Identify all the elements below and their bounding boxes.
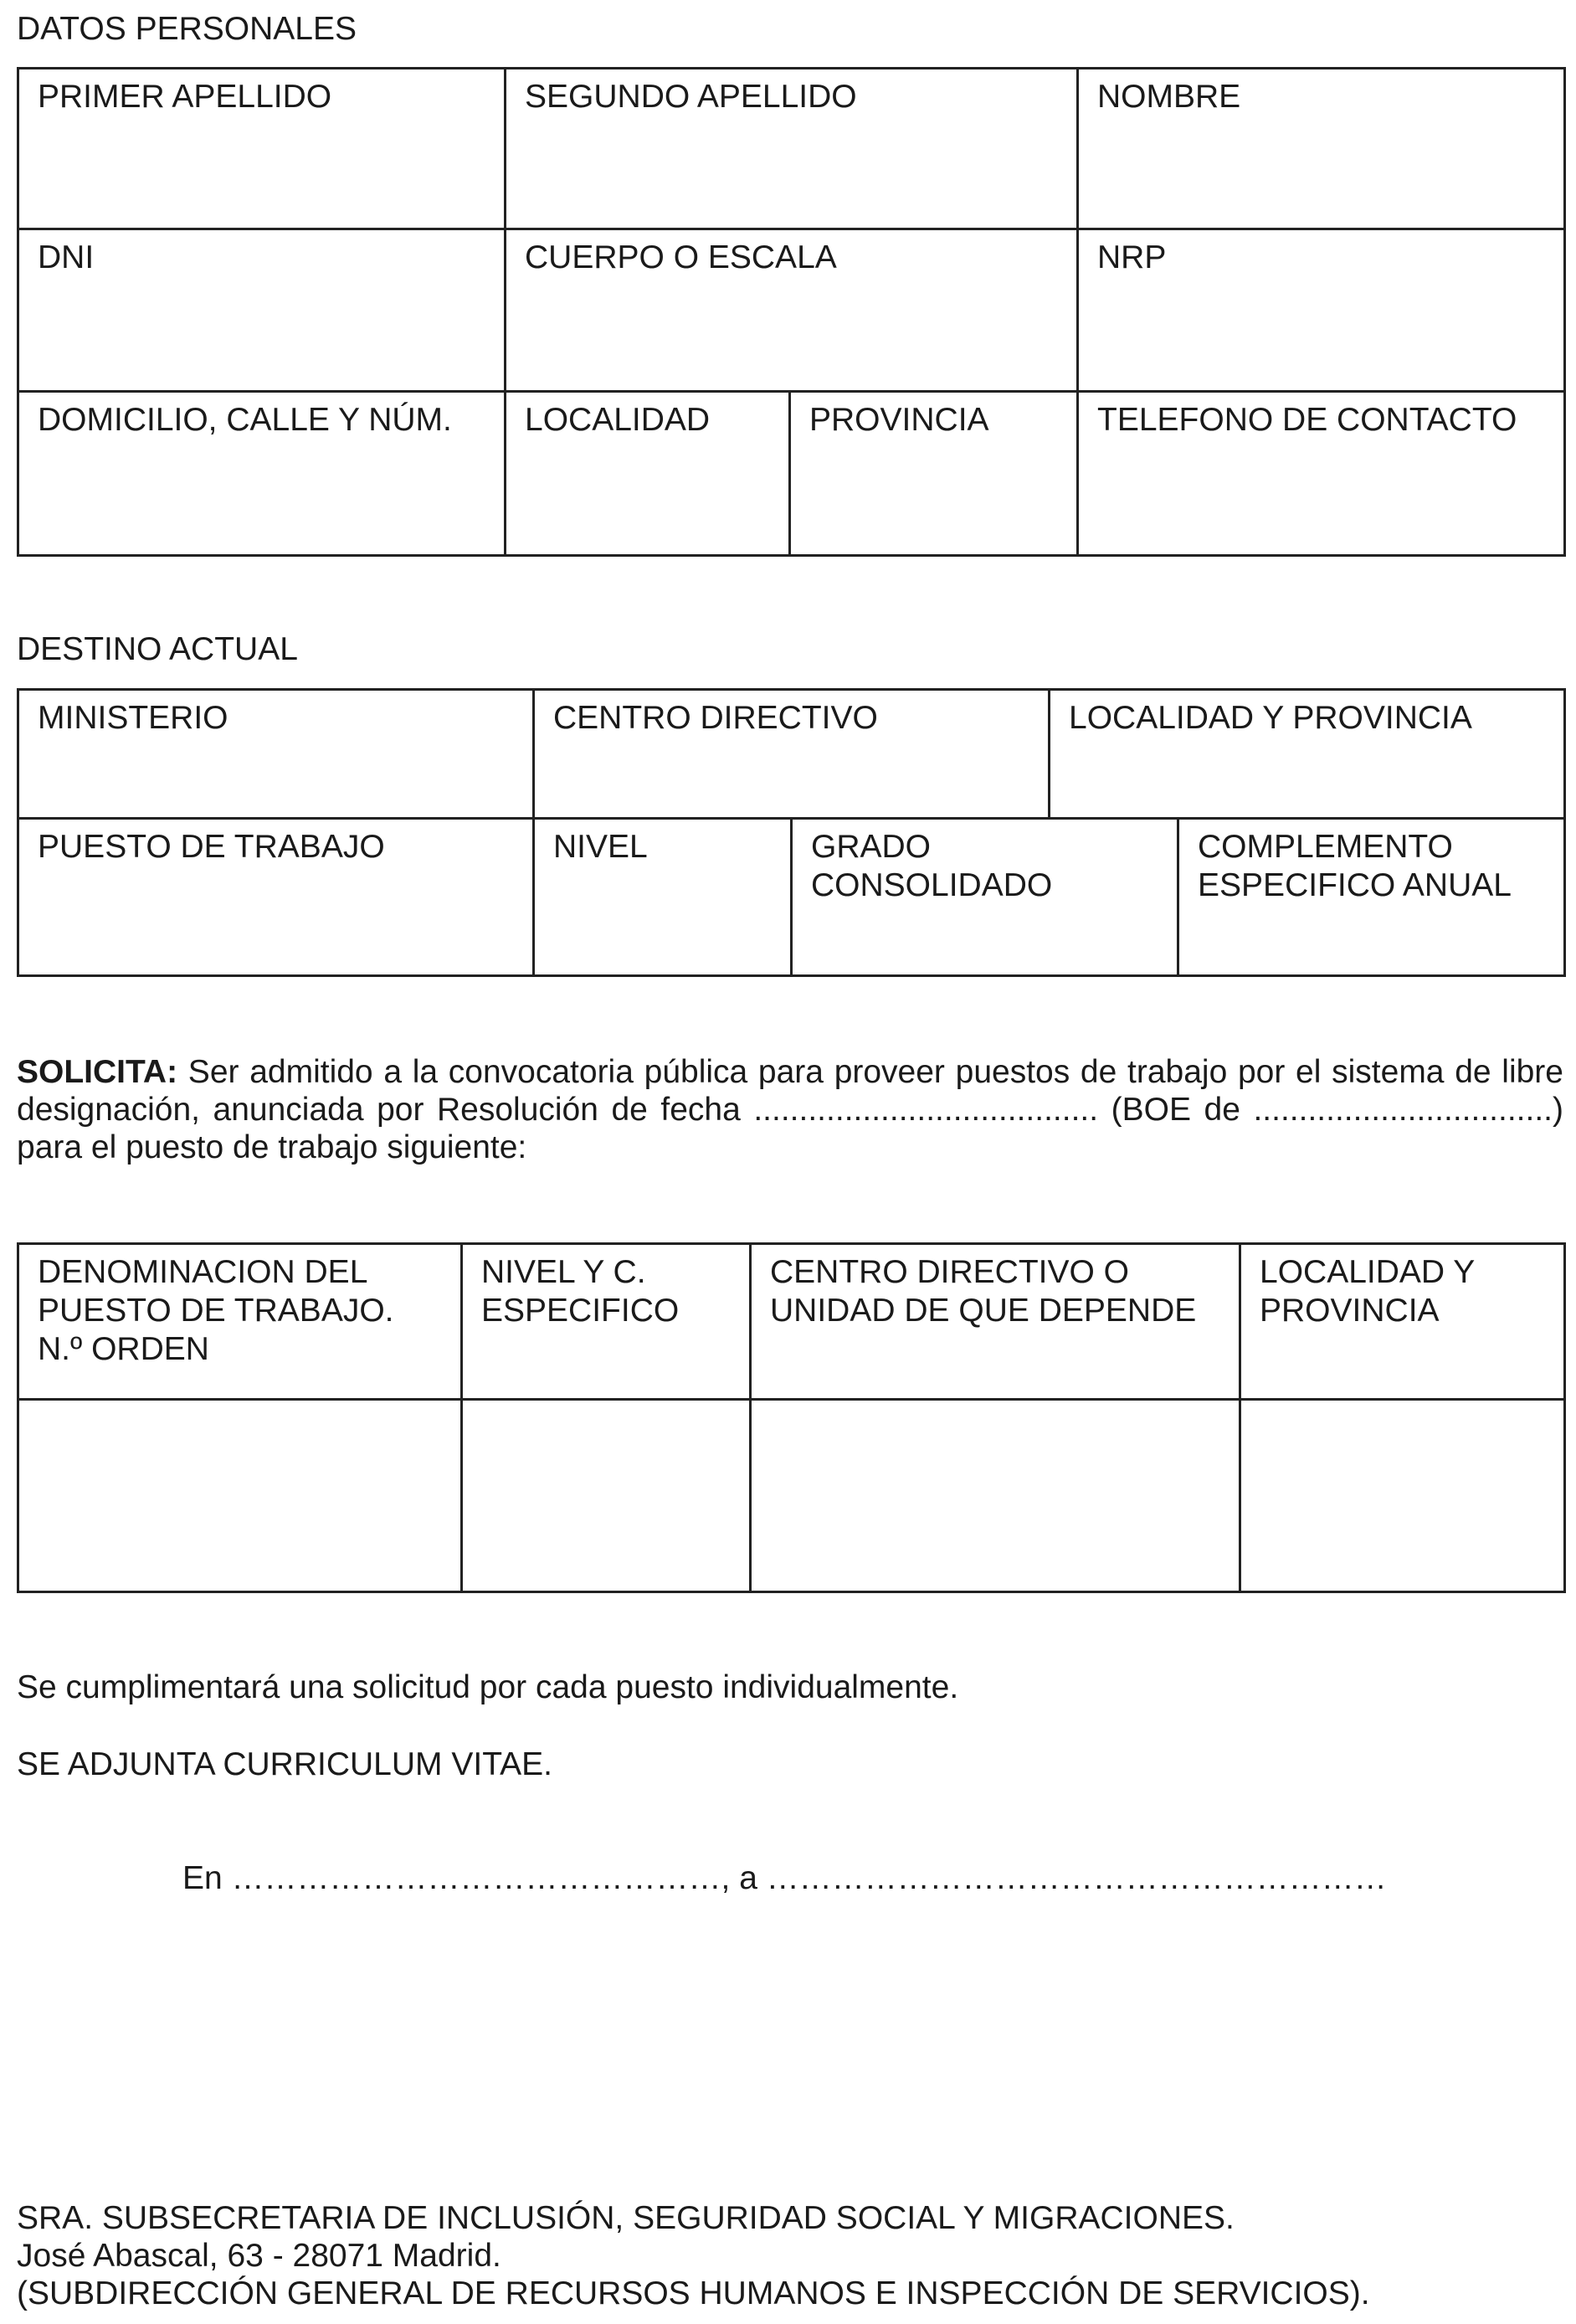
field-puesto-trabajo[interactable]	[18, 819, 534, 976]
footer-address: José Abascal, 63 - 28071 Madrid.	[17, 2238, 501, 2274]
section-title-destino-actual: DESTINO ACTUAL	[17, 631, 298, 667]
label-nrp: NRP	[1097, 239, 1167, 275]
field-telefono[interactable]	[1078, 392, 1565, 556]
field-centro-directivo[interactable]	[534, 690, 1050, 819]
solicita-paragraph	[17, 1053, 1563, 1166]
label-localidad: LOCALIDAD	[525, 402, 711, 438]
place-date-line: En ………………………………………, a …………………………………………………	[182, 1860, 1387, 1896]
note-curriculum: SE ADJUNTA CURRICULUM VITAE.	[17, 1746, 552, 1782]
solicita-label: SOLICITA:	[17, 1054, 178, 1090]
field-ministerio[interactable]	[18, 690, 534, 819]
personal-data-table	[17, 67, 1566, 557]
header-nivel-especifico	[462, 1244, 751, 1400]
input-denominacion[interactable]	[18, 1400, 462, 1592]
field-localidad[interactable]	[506, 392, 790, 556]
input-localidad-provincia[interactable]	[1240, 1400, 1565, 1592]
input-nivel-especifico[interactable]	[462, 1400, 751, 1592]
field-primer-apellido[interactable]	[18, 69, 506, 229]
label-segundo-apellido: SEGUNDO APELLIDO	[525, 79, 857, 115]
field-cuerpo-escala[interactable]	[506, 229, 1078, 392]
field-dni[interactable]	[18, 229, 506, 392]
header-denominacion	[18, 1244, 462, 1400]
solicita-text: Ser admitido a la convocatoria pública para proveer puestos de trabajo por el sistema de libre designación, anunciada por Resolución de fecha ...................................... (BOE de .................................) para el puesto de trabajo siguiente:	[17, 1054, 1563, 1165]
field-complemento-especifico[interactable]	[1178, 819, 1565, 976]
label-ministerio: MINISTERIO	[38, 700, 228, 736]
label-nombre: NOMBRE	[1097, 79, 1241, 115]
label-centro-unidad: CENTRO DIRECTIVO O UNIDAD DE QUE DEPENDE	[770, 1254, 1197, 1329]
field-localidad-provincia[interactable]	[1050, 690, 1565, 819]
footer-addressee: SRA. SUBSECRETARIA DE INCLUSIÓN, SEGURIDAD SOCIAL Y MIGRACIONES.	[17, 2200, 1235, 2236]
label-telefono: TELEFONO DE CONTACTO	[1097, 402, 1517, 438]
label-puesto-trabajo: PUESTO DE TRABAJO	[38, 829, 385, 865]
label-centro-directivo: CENTRO DIRECTIVO	[553, 700, 878, 736]
label-grado-consolidado: GRADO CONSOLIDADO	[811, 829, 1053, 903]
label-complemento-especifico: COMPLEMENTO ESPECIFICO ANUAL	[1198, 829, 1512, 903]
puesto-solicitado-table	[17, 1242, 1566, 1593]
label-nivel: NIVEL	[553, 829, 648, 865]
field-nrp[interactable]	[1078, 229, 1565, 392]
field-grado-consolidado[interactable]	[792, 819, 1178, 976]
label-denominacion: DENOMINACION DEL PUESTO DE TRABAJO. N.º ORDEN	[38, 1254, 394, 1367]
note-individual: Se cumplimentará una solicitud por cada puesto individualmente.	[17, 1669, 959, 1705]
input-centro-unidad[interactable]	[751, 1400, 1240, 1592]
field-provincia[interactable]	[790, 392, 1078, 556]
label-cuerpo-escala: CUERPO O ESCALA	[525, 239, 837, 275]
label-primer-apellido: PRIMER APELLIDO	[38, 79, 332, 115]
field-segundo-apellido[interactable]	[506, 69, 1078, 229]
label-nivel-especifico: NIVEL Y C. ESPECIFICO	[481, 1254, 680, 1329]
field-nivel[interactable]	[534, 819, 792, 976]
label-domicilio: DOMICILIO, CALLE Y NÚM.	[38, 402, 452, 438]
section-title-datos-personales: DATOS PERSONALES	[17, 11, 357, 47]
field-nombre[interactable]	[1078, 69, 1565, 229]
label-provincia: PROVINCIA	[809, 402, 989, 438]
header-centro-unidad	[751, 1244, 1240, 1400]
footer-subdireccion: (SUBDIRECCIÓN GENERAL DE RECURSOS HUMANOS E INSPECCIÓN DE SERVICIOS).	[17, 2275, 1370, 2311]
destino-actual-table	[17, 688, 1566, 977]
label-localidad-provincia: LOCALIDAD Y PROVINCIA	[1069, 700, 1472, 736]
label-localidad-provincia-puesto: LOCALIDAD Y PROVINCIA	[1260, 1254, 1476, 1329]
header-localidad-provincia	[1240, 1244, 1565, 1400]
label-dni: DNI	[38, 239, 95, 275]
field-domicilio[interactable]	[18, 392, 506, 556]
